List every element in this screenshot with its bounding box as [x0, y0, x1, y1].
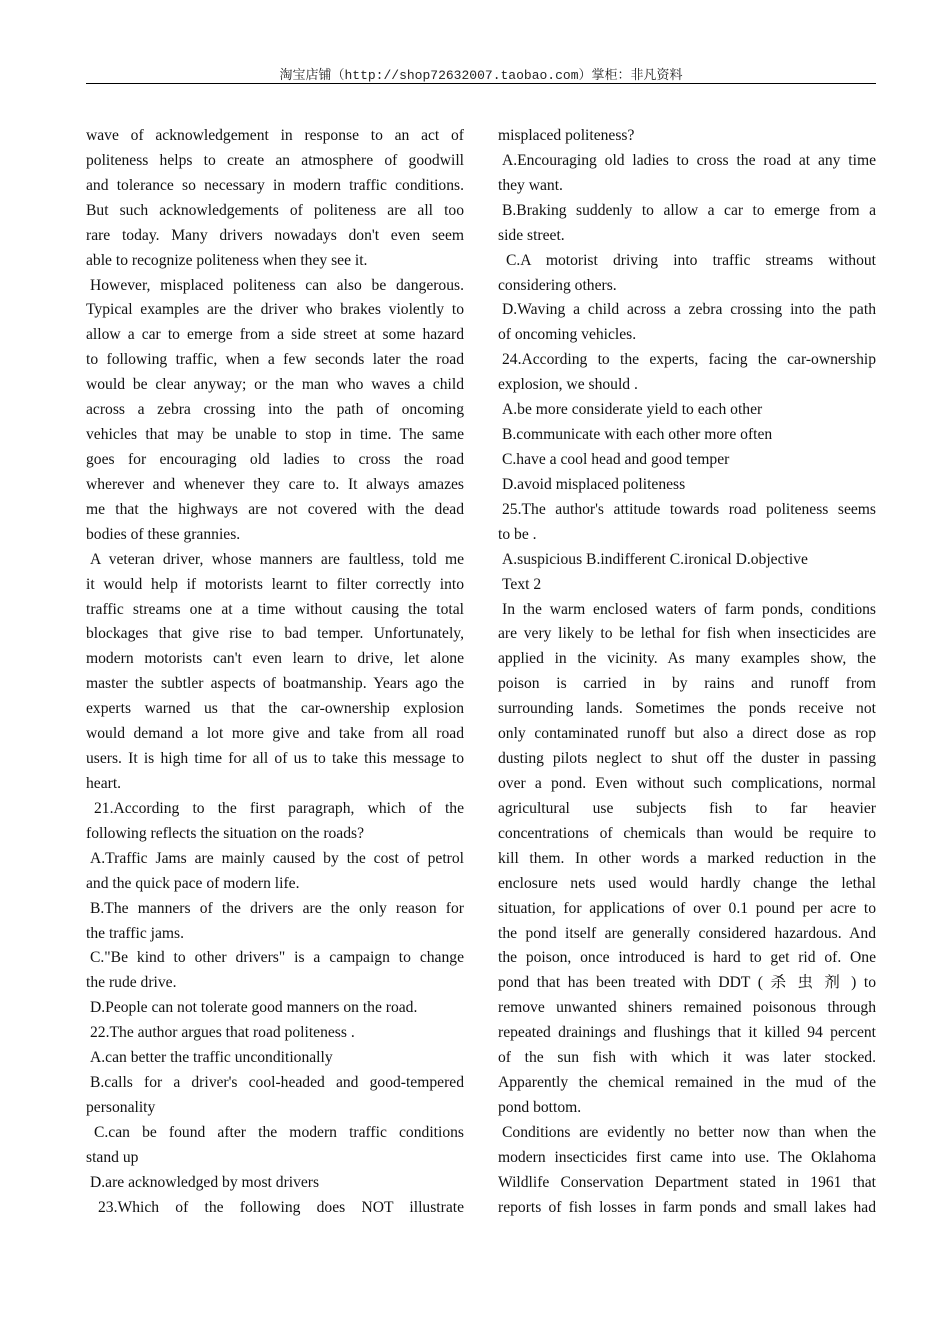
paragraph [498, 548, 876, 573]
text-line: would demand a lot more give and take from all road [86, 725, 464, 743]
text-line: vehicles that may be unable to stop in time. The same [86, 426, 464, 444]
text-line: across a zebra crossing into the path of oncoming [86, 401, 464, 419]
text-line: stand up [86, 1148, 139, 1166]
text-line: D.People can not tolerate good manners on the road. [90, 999, 418, 1017]
text-line: remove unwanted shiners remained poisonous through [498, 999, 876, 1017]
text-line: explosion, we should . [498, 376, 638, 394]
paragraph [86, 1071, 464, 1121]
text-line: kill them. In other words a marked reduction in the [498, 849, 876, 867]
text-line: wave of acknowledgement in response to an act of [86, 127, 464, 144]
paragraph [86, 1171, 464, 1196]
text-line: traffic streams one at a time without causing the total [86, 600, 464, 618]
text-line: concentrations of chemicals than would be require to [498, 824, 876, 842]
text-line: 22.The author argues that road politeness . [90, 1024, 355, 1042]
text-line: modern motorists can't even learn to drive, let alone [86, 650, 464, 668]
text-line: C.have a cool head and good temper [502, 450, 730, 468]
paragraph [86, 274, 464, 548]
text-line: over a pond. Even without such complications, normal [498, 774, 876, 792]
text-line: applied in the vicinity. As many examples show, the [498, 650, 876, 668]
paragraph [498, 199, 876, 249]
text-line: Typical examples are the driver who brakes violently to [86, 301, 464, 319]
text-line: poison is carried in by rains and runoff from [498, 675, 876, 693]
paragraph [498, 124, 876, 149]
paragraph [498, 598, 876, 1121]
text-line: dusting pilots neglect to shut off the duster in passing [498, 750, 876, 768]
text-line: master the subtler aspects of boatmanship. Years ago the [86, 675, 464, 693]
text-line: considering others. [498, 276, 617, 294]
left-column [86, 124, 464, 1221]
text-line: 23.Which of the following does NOT illustrate [98, 1198, 464, 1216]
paragraph [498, 573, 876, 598]
text-line: A.Encouraging old ladies to cross the road at any time [502, 151, 876, 169]
text-line: Conditions are evidently no better now than when the [502, 1123, 876, 1141]
text-line: A.Traffic Jams are mainly caused by the cost of petrol [90, 849, 464, 867]
paragraph [86, 946, 464, 996]
paragraph [498, 398, 876, 423]
paragraph [86, 1046, 464, 1071]
paragraph [498, 249, 876, 299]
text-line: A.suspicious B.indifferent C.ironical D.objective [502, 550, 808, 568]
paragraph [86, 996, 464, 1021]
text-line: But such acknowledgements of politeness are all too [86, 201, 464, 219]
text-line: pond bottom. [498, 1098, 582, 1116]
text-line: situation, for applications of over 0.1 pound per acre to [498, 899, 876, 917]
text-line: experts warned us that the car-ownership explosion [86, 700, 464, 718]
text-line: the poison, once introduced is hard to get rid of. One [498, 949, 876, 967]
text-line: personality [86, 1098, 156, 1116]
text-line: D.avoid misplaced politeness [502, 475, 686, 493]
text-line: users. It is high time for all of us to take this message to [86, 750, 464, 768]
text-line: B.The manners of the drivers are the only reason for [90, 899, 464, 917]
paragraph [498, 149, 876, 199]
page-header: 淘宝店铺（http://shop72632007.taobao.com）掌柜：非凡资料 [279, 68, 683, 83]
text-line: However, misplaced politeness can also be dangerous. [90, 276, 464, 294]
text-line: of oncoming vehicles. [498, 326, 637, 344]
text-line: side street. [498, 226, 565, 244]
text-line: to following traffic, when a few seconds later the road [86, 351, 464, 369]
text-line: A.can better the traffic unconditionally [90, 1049, 333, 1067]
text-line: misplaced politeness? [498, 127, 635, 144]
text-line: rare today. Many drivers nowadays don't even seem [86, 226, 464, 244]
text-line: enclosure nets used would hardly change the lethal [498, 874, 876, 892]
text-line: the pond itself are generally considered hazardous. And [498, 924, 876, 942]
header-divider [86, 83, 876, 84]
paragraph [86, 847, 464, 897]
text-line: bodies of these grannies. [86, 525, 241, 543]
paragraph [86, 1121, 464, 1171]
paragraph [498, 498, 876, 548]
text-line: they want. [498, 176, 563, 194]
text-line: reports of fish losses in farm ponds and small lakes had [498, 1198, 876, 1216]
text-line: Wildlife Conservation Department stated in 1961 that [498, 1173, 876, 1191]
text-line: A.be more considerate yield to each other [502, 401, 763, 419]
text-line: B.Braking suddenly to allow a car to emerge from a [502, 201, 876, 219]
text-line: A veteran driver, whose manners are faultless, told me [90, 550, 464, 568]
text-line: D.Waving a child across a zebra crossing into the path [502, 301, 876, 319]
text-line: heart. [86, 774, 122, 792]
text-line: and the quick pace of modern life. [86, 874, 300, 892]
text-line: are very likely to be lethal for fish when insecticides are [498, 625, 876, 643]
text-line: allow a car to emerge from a side street at some hazard [86, 326, 464, 344]
paragraph [86, 548, 464, 797]
text-line: and tolerance so necessary in modern traffic conditions. [86, 176, 464, 194]
text-line: 25.The author's attitude towards road politeness seems [502, 500, 876, 518]
text-line: me that the highways are not covered with the dead [86, 500, 464, 518]
text-line: politeness helps to create an atmosphere of goodwill [86, 151, 464, 169]
text-line: to be . [498, 525, 537, 543]
paragraph [86, 897, 464, 947]
paragraph [86, 124, 464, 274]
text-line: repeated drainings and flushings that it killed 94 percent [498, 1024, 876, 1042]
text-line: only contaminated runoff but also a direct dose as rop [498, 725, 876, 743]
text-line: it would help if motorists learnt to filter correctly into [86, 575, 464, 593]
text-line: B.communicate with each other more often [502, 426, 773, 444]
text-line: D.are acknowledged by most drivers [90, 1173, 320, 1191]
text-line: blockages that give rise to bad temper. Unfortunately, [86, 625, 464, 643]
text-line: C.A motorist driving into traffic streams without [506, 251, 876, 269]
paragraph [498, 423, 876, 448]
right-column [498, 124, 876, 1221]
paragraph [86, 1196, 464, 1221]
paragraph [498, 1121, 876, 1221]
text-line: would be clear anyway; or the man who waves a child [86, 376, 464, 394]
text-line: modern insecticides first came into use. The Oklahoma [498, 1148, 876, 1166]
text-line: C."Be kind to other drivers" is a campaign to change [90, 949, 464, 967]
text-line: of the sun fish with which it was later stocked. [498, 1049, 876, 1067]
text-line: Apparently the chemical remained in the mud of the [498, 1074, 876, 1092]
text-line: pond that has been treated with DDT ( 杀 虫 剂 ) to [498, 974, 876, 992]
text-line: Text 2 [502, 575, 542, 593]
paragraph [86, 1021, 464, 1046]
paragraph [86, 797, 464, 847]
paragraph [498, 298, 876, 348]
text-line: goes for encouraging old ladies to cross the road [86, 450, 464, 468]
text-line: following reflects the situation on the roads? [86, 824, 365, 842]
text-line: B.calls for a driver's cool-headed and good-tempered [90, 1074, 464, 1092]
text-line: agricultural use subjects fish to far heavier [498, 799, 876, 817]
text-line: surrounding lands. Sometimes the ponds receive not [498, 700, 876, 718]
paragraph [498, 448, 876, 473]
text-line: 21.According to the first paragraph, which of the [94, 799, 464, 817]
text-line: the rude drive. [86, 974, 177, 992]
text-line: In the warm enclosed waters of farm ponds, conditions [502, 600, 876, 618]
paragraph [498, 473, 876, 498]
text-line: wherever and whenever they care to. It always amazes [86, 475, 464, 493]
text-line: able to recognize politeness when they see it. [86, 251, 368, 269]
paragraph [498, 348, 876, 398]
text-line: C.can be found after the modern traffic conditions [94, 1123, 464, 1141]
text-line: 24.According to the experts, facing the car-ownership [502, 351, 876, 369]
text-line: the traffic jams. [86, 924, 185, 942]
